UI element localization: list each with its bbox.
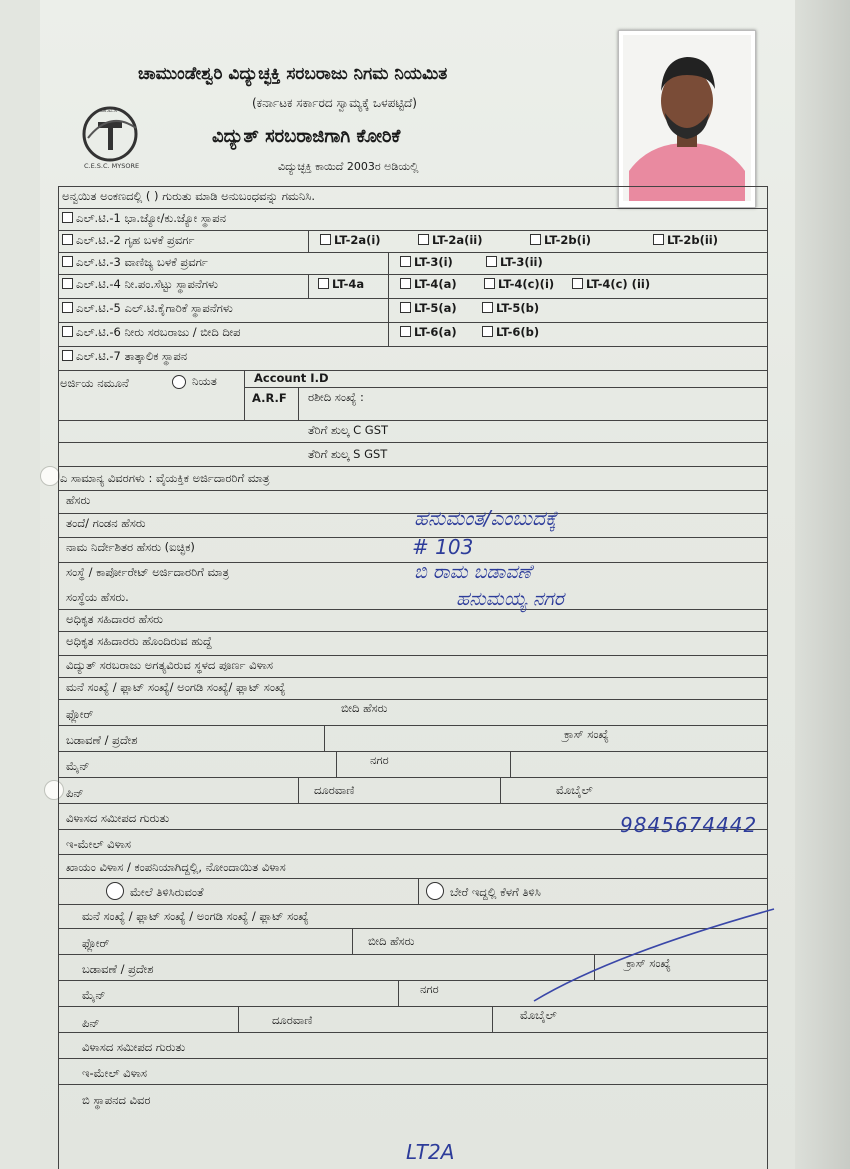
email-label: ಇ-ಮೇಲ್ ವಿಳಾಸ	[66, 837, 131, 851]
lt6-label: ಎಲ್.ಟಿ.-6 ನೀರು ಸರಬರಾಜು / ಬೀದಿ ದೀಪ	[76, 325, 241, 339]
other-address-label: ಬೇರೆ ಇದ್ದಲ್ಲಿ ಕೆಳಗೆ ತಿಳಿಸಿ	[450, 885, 541, 899]
area-label: ಬಡಾವಣೆ / ಪ್ರದೇಶ	[66, 733, 138, 747]
designation-label: ಅಧಿಕೃತ ಸಹಿದಾರರು ಹೊಂದಿರುವ ಹುದ್ದೆ	[66, 634, 212, 648]
punch-hole	[40, 466, 60, 486]
lt4cii-checkbox[interactable]	[572, 278, 583, 289]
lt4a-checkbox[interactable]	[318, 278, 329, 289]
regular-label: ನಿಯತ	[192, 374, 217, 388]
account-id-label: Account I.D	[254, 371, 329, 385]
handwritten-street: ಬಿ ರಾಮ ಬಡಾವಣೆ	[414, 561, 532, 583]
mobile-label: ಮೊಬೈಲ್	[556, 783, 593, 797]
lt5b-label: LT-5(b)	[496, 301, 540, 315]
lt5a-label: LT-5(a)	[414, 301, 457, 315]
lt2-checkbox[interactable]	[62, 234, 73, 245]
lt4-a-label: LT-4(a)	[414, 277, 457, 291]
phone-label: ದೂರವಾಣಿ	[314, 783, 355, 797]
lt2bii-checkbox[interactable]	[653, 234, 664, 245]
landmark-label: ವಿಳಾಸದ ಸಮೀಪದ ಗುರುತು	[66, 811, 170, 825]
lt3-label: ಎಲ್.ಟಿ.-3 ವಾಣಿಜ್ಯ ಬಳಕೆ ಪ್ರವರ್ಗ	[76, 255, 208, 269]
lt4ci-label: LT-4(c)(i)	[498, 277, 555, 291]
application-type-row	[58, 370, 768, 421]
house-no2-label: ಮನೆ ಸಂಖ್ಯೆ / ಫ್ಲಾಟ್ ಸಂಖ್ಯೆ / ಅಂಗಡಿ ಸಂಖ್ಯೆ / ಫ್ಲಾಟ್ ಸಂಖ್ಯೆ	[82, 909, 309, 923]
perm-address-row	[58, 854, 768, 879]
lt5-checkbox[interactable]	[62, 302, 73, 313]
lt2bi-checkbox[interactable]	[530, 234, 541, 245]
lt4-label: ಎಲ್.ಟಿ.-4 ನೀ.ಪಂ.ಸೆಟ್ಟು ಸ್ಥಾಪನೆಗಳು	[76, 277, 218, 291]
email2-label: ಇ-ಮೇಲ್ ವಿಳಾಸ	[82, 1066, 147, 1080]
address-choice-row[interactable]	[58, 878, 768, 905]
cross-label: ಕ್ರಾಸ್ ಸಂಖ್ಯೆ	[564, 727, 609, 741]
same-address-radio[interactable]	[106, 882, 124, 900]
lt2bii-label: LT-2b(ii)	[667, 233, 718, 247]
cgst-label: ತೆರಿಗೆ ಶುಲ್ಕ C GST	[308, 423, 389, 437]
details-row	[58, 1084, 768, 1110]
lt7-label: ಎಲ್.ಟಿ.-7 ತಾತ್ಕಾಲಿಕ ಸ್ಥಾಪನ	[76, 349, 188, 363]
scan-edge-shadow	[795, 0, 850, 1169]
designation-row[interactable]	[58, 631, 768, 656]
lt2aii-label: LT-2a(ii)	[432, 233, 483, 247]
street2-label: ಬೀದಿ ಹೆಸರು	[368, 934, 415, 948]
form-title: ವಿದ್ಯುತ್ ಸರಬರಾಜಿಗಾಗಿ ಕೋರಿಕೆ	[212, 126, 401, 147]
application-form	[58, 186, 768, 1169]
city-label: ನಗರ	[370, 753, 389, 767]
lt7-checkbox[interactable]	[62, 350, 73, 361]
pin-phone2-row[interactable]	[58, 1006, 768, 1033]
general-section-row	[58, 466, 768, 491]
form-subtitle: ವಿದ್ಯುಚ್ಛಕ್ತಿ ಕಾಯಿದೆ 2003ರ ಅಡಿಯಲ್ಲಿ	[278, 160, 419, 173]
arf-label: A.R.F	[252, 391, 287, 405]
floor2-label: ಫ್ಲೋರ್	[82, 936, 110, 950]
lt4-checkbox[interactable]	[62, 278, 73, 289]
lt3ii-label: LT-3(ii)	[500, 255, 543, 269]
svg-text:ಚಾ.ವಿ.ಸ: ಚಾ.ವಿ.ಸ	[100, 107, 118, 114]
house-no-label: ಮನೆ ಸಂಖ್ಯೆ / ಫ್ಲಾಟ್ ಸಂಖ್ಯೆ/ ಅಂಗಡಿ ಸಂಖ್ಯೆ/ ಫ್ಲಾಟ್ ಸಂಖ್ಯೆ	[66, 680, 286, 694]
floor-street-row[interactable]	[58, 699, 768, 726]
lt1-checkbox[interactable]	[62, 212, 73, 223]
corporate-label: ಸಂಸ್ಥೆ / ಕಾರ್ಪೋರೇಟ್ ಅರ್ಜಿದಾರರಿಗೆ ಮಾತ್ರ	[66, 565, 230, 579]
lt2-label: ಎಲ್.ಟಿ.-2 ಗೃಹ ಬಳಕೆ ಪ್ರವರ್ಗ	[76, 233, 195, 247]
instructions-row	[58, 186, 768, 209]
org-name-row[interactable]	[58, 584, 768, 610]
floor-label: ಫ್ಲೋರ್	[66, 707, 94, 721]
tariff-lt7-row[interactable]	[58, 346, 768, 371]
lt4a-label: LT-4a	[332, 277, 365, 291]
tariff-lt6-row[interactable]	[58, 322, 768, 347]
general-section-heading: ಎ ಸಾಮಾನ್ಯ ವಿವರಗಳು : ವೈಯಕ್ತಿಕ ಅರ್ಜಿದಾರರಿಗೆ ಮಾತ್ರ	[60, 471, 270, 485]
tariff-lt2-row[interactable]	[58, 230, 768, 253]
other-address-radio[interactable]	[426, 882, 444, 900]
handwritten-mobile: 9845674442	[620, 813, 758, 837]
receipt-label: ರಶೀದಿ ಸಂಖ್ಯೆ :	[308, 390, 364, 404]
applicant-photo	[618, 30, 756, 208]
lt3i-checkbox[interactable]	[400, 256, 411, 267]
lt3i-label: LT-3(i)	[414, 255, 453, 269]
handwritten-house: # 103	[412, 535, 474, 559]
sgst-label: ತೆರಿಗೆ ಶುಲ್ಕ S GST	[308, 447, 388, 461]
handwritten-area: ಹನುಮಯ್ಯ ನಗರ	[456, 588, 564, 610]
handwritten-tariff: LT2A	[406, 1140, 455, 1164]
lt3-checkbox[interactable]	[62, 256, 73, 267]
handwritten-name: ಹನುಮಂತ/ಎಂಬುದಕ್ಕೆ	[414, 506, 557, 530]
signatory-row[interactable]	[58, 609, 768, 632]
pin2-label: ಪಿನ್	[82, 1016, 100, 1030]
lt5b-checkbox[interactable]	[482, 302, 493, 313]
details-label: ಬಿ ಸ್ಥಾಪನದ ವಿವರ	[82, 1093, 151, 1107]
phone2-label: ದೂರವಾಣಿ	[272, 1013, 313, 1027]
lt2aii-checkbox[interactable]	[418, 234, 429, 245]
email2-row[interactable]	[58, 1058, 768, 1085]
main2-label: ಮೈನ್	[82, 988, 106, 1002]
pin-label: ಪಿನ್	[66, 786, 84, 800]
nominee-label: ನಾಮ ನಿರ್ದೇಶಿತರ ಹೆಸರು (ಐಚ್ಛಿಕ)	[66, 540, 195, 554]
application-type-label: ಅರ್ಜಿಯ ನಮೂನೆ	[60, 376, 129, 390]
tariff-lt1-row[interactable]	[58, 208, 768, 231]
lt6b-label: LT-6(b)	[496, 325, 540, 339]
name-label: ಹೆಸರು	[66, 493, 91, 507]
left-margin	[0, 0, 40, 1169]
cross2-label: ಕ್ರಾಸ್ ಸಂಖ್ಯೆ	[626, 956, 671, 970]
lt2bi-label: LT-2b(i)	[544, 233, 592, 247]
instructions-text: ಅನ್ವಯಿತ ಅಂಕಣದಲ್ಲಿ ( ) ಗುರುತು ಮಾಡಿ ಅನುಬಂಧವನ್ನು ಗಮನಿಸಿ.	[62, 189, 316, 203]
father-label: ತಂದೆ/ ಗಂಡನ ಹೆಸರು	[66, 516, 146, 530]
city2-label: ನಗರ	[420, 982, 439, 996]
lt4ci-checkbox[interactable]	[484, 278, 495, 289]
signatory-label: ಅಧಿಕೃತ ಸಹಿದಾರರ ಹೆಸರು	[66, 612, 163, 626]
mobile2-label: ಮೊಬೈಲ್	[520, 1008, 557, 1022]
area2-label: ಬಡಾವಣೆ / ಪ್ರದೇಶ	[82, 962, 154, 976]
lt3ii-checkbox[interactable]	[486, 256, 497, 267]
sgst-row	[58, 442, 768, 467]
supply-address-row	[58, 655, 768, 678]
landmark2-row[interactable]	[58, 1032, 768, 1059]
ownership-note: (ಕರ್ನಾಟಕ ಸರ್ಕಾರದ ಸ್ವಾಮ್ಯಕ್ಕೆ ಒಳಪಟ್ಟಿದೆ)	[252, 96, 417, 110]
cesc-logo	[80, 100, 150, 170]
tariff-lt4-row[interactable]	[58, 274, 768, 299]
main-label: ಮೈನ್	[66, 759, 90, 773]
same-address-label: ಮೇಲೆ ತಿಳಿಸಿರುವಂತೆ	[130, 885, 204, 899]
lt4cii-label: LT-4(c) (ii)	[586, 277, 651, 291]
lt2ai-label: LT-2a(i)	[334, 233, 381, 247]
lt5-label: ಎಲ್.ಟಿ.-5 ಎಲ್.ಟಿ.ಕೈಗಾರಿಕೆ ಸ್ಥಾಪನೆಗಳು	[76, 301, 233, 315]
name-row[interactable]	[58, 490, 768, 514]
landmark2-label: ವಿಳಾಸದ ಸಮೀಪದ ಗುರುತು	[82, 1040, 186, 1054]
perm-address-label: ಖಾಯಂ ವಿಳಾಸ / ಕಂಪನಿಯಾಗಿದ್ದಲ್ಲಿ, ನೋಂದಾಯಿತ ವಿಳಾಸ	[66, 860, 286, 874]
lt4-a-checkbox[interactable]	[400, 278, 411, 289]
lt6a-label: LT-6(a)	[414, 325, 457, 339]
lt6a-checkbox[interactable]	[400, 326, 411, 337]
pen-stroke	[530, 905, 780, 1005]
company-name: ಚಾಮುಂಡೇಶ್ವರಿ ವಿದ್ಯುಚ್ಛಕ್ತಿ ಸರಬರಾಜು ನಿಗಮ ನಿಯಮಿತ	[138, 64, 448, 84]
org-name-label: ಸಂಸ್ಥೆಯ ಹೆಸರು.	[66, 590, 129, 604]
tariff-lt3-row[interactable]	[58, 252, 768, 275]
house-no-row[interactable]	[58, 677, 768, 700]
lt6b-checkbox[interactable]	[482, 326, 493, 337]
regular-radio[interactable]	[172, 375, 186, 389]
lt6-checkbox[interactable]	[62, 326, 73, 337]
corporate-row	[58, 562, 768, 584]
area-cross-row[interactable]	[58, 725, 768, 752]
tariff-lt5-row[interactable]	[58, 298, 768, 323]
lt2ai-checkbox[interactable]	[320, 234, 331, 245]
lt5a-checkbox[interactable]	[400, 302, 411, 313]
street-label: ಬೀದಿ ಹೆಸರು	[341, 701, 388, 715]
supply-address-label: ವಿದ್ಯುತ್ ಸರಬರಾಜು ಅಗತ್ಯವಿರುವ ಸ್ಥಳದ ಪೂರ್ಣ ವಿಳಾಸ	[66, 658, 273, 672]
lt1-label: ಎಲ್.ಟಿ.-1 ಭಾ.ಜ್ಯೋ/ಕು.ಜ್ಯೋ ಸ್ಥಾಪನ	[76, 211, 227, 225]
main-city-row[interactable]	[58, 751, 768, 778]
cgst-row	[58, 420, 768, 443]
svg-text:C.E.S.C. MYSORE: C.E.S.C. MYSORE	[84, 162, 140, 170]
pin-phone-row[interactable]	[58, 777, 768, 804]
